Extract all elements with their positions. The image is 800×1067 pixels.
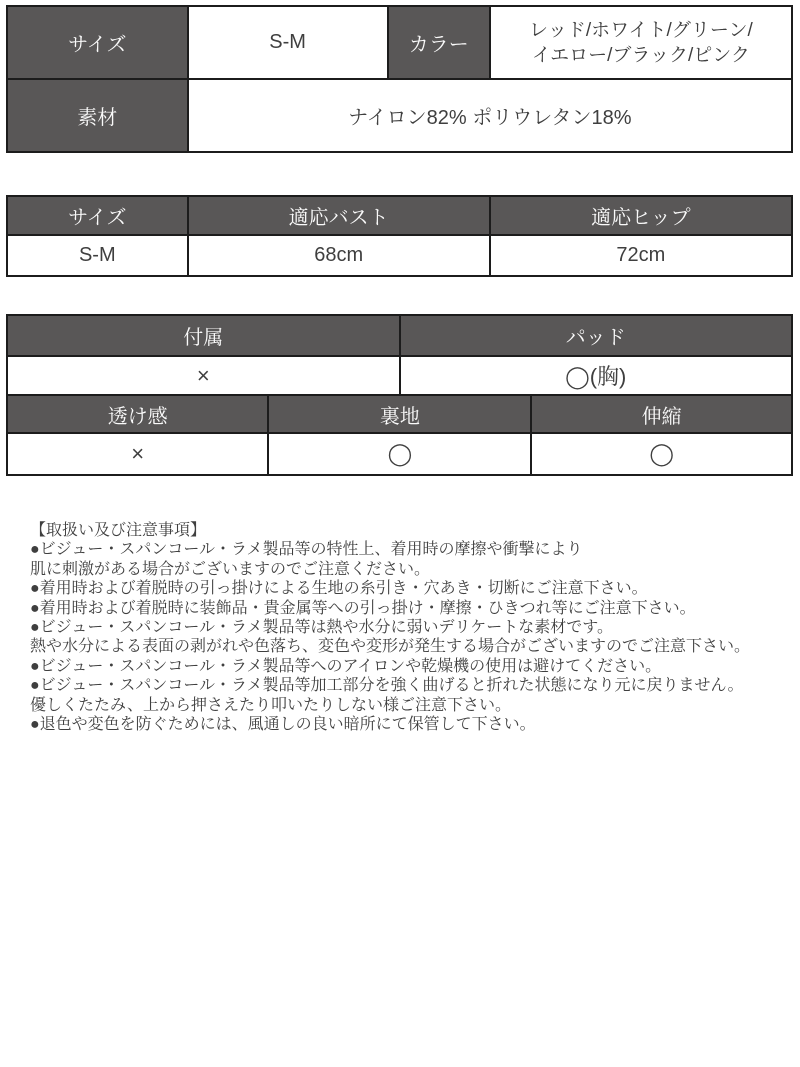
care-note-line: 肌に刺激がある場合がございますのでご注意ください。 <box>30 560 431 578</box>
care-note-line: ●ビジュー・スパンコール・ラメ製品等加工部分を強く曲げると折れた状態になり元に戻りません。 <box>30 677 744 695</box>
color-value-line1: レッド/ホワイト/グリーン/ <box>529 19 753 41</box>
care-notes-title: 【取扱い及び注意事項】 <box>30 522 207 539</box>
care-note-line: 優しくたたみ、上から押さえたり叩いたりしない様ご注意下さい。 <box>30 696 511 714</box>
measurement-bust-value: 68cm <box>188 235 490 276</box>
measurement-size-value: S-M <box>7 235 188 276</box>
feature-3col-value-row <box>7 433 792 475</box>
feature-accessory-value: × <box>7 356 400 395</box>
spec-table-row-material <box>7 79 792 152</box>
feature-header-pad: パッド <box>400 315 793 356</box>
color-value-cell <box>490 6 792 79</box>
color-value-line2: イエロー/ブラック/ピンク <box>531 44 750 66</box>
size-value-cell: S-M <box>188 6 388 79</box>
care-note-line: ●着用時および着脱時の引っ掛けによる生地の糸引き・穴あき・切断にご注意下さい。 <box>30 580 648 598</box>
feature-header-accessory: 付属 <box>7 315 400 356</box>
feature-sheerness-value: × <box>7 433 268 475</box>
content-wrapper <box>6 5 793 734</box>
color-label-cell: カラー <box>388 6 490 79</box>
feature-header-stretch: 伸縮 <box>531 395 792 433</box>
feature-3col-header-row <box>7 395 792 433</box>
feature-table-2col <box>6 314 793 396</box>
spec-table-row-size-color <box>7 6 792 79</box>
measurement-header-row <box>7 196 792 235</box>
measurement-header-size: サイズ <box>7 196 188 235</box>
care-notes <box>6 521 793 734</box>
measurement-value-row <box>7 235 792 276</box>
spec-table <box>6 5 793 153</box>
measurement-table <box>6 195 793 277</box>
measurement-header-hip: 適応ヒップ <box>490 196 792 235</box>
feature-header-lining: 裏地 <box>268 395 531 433</box>
care-note-line: ●着用時および着脱時に装飾品・貴金属等への引っ掛け・摩擦・ひきつれ等にご注意下さい。 <box>30 599 696 617</box>
care-note-line: ●ビジュー・スパンコール・ラメ製品等の特性上、着用時の摩擦や衝撃により <box>30 541 583 559</box>
material-value-cell: ナイロン82% ポリウレタン18% <box>188 79 792 152</box>
feature-pad-value: ◯(胸) <box>400 356 793 395</box>
feature-header-sheerness: 透け感 <box>7 395 268 433</box>
measurement-header-bust: 適応バスト <box>188 196 490 235</box>
size-label-cell: サイズ <box>7 6 188 79</box>
feature-2col-value-row <box>7 356 792 395</box>
care-note-line: ●ビジュー・スパンコール・ラメ製品等へのアイロンや乾燥機の使用は避けてください。 <box>30 657 662 675</box>
measurement-hip-value: 72cm <box>490 235 792 276</box>
feature-stretch-value: ◯ <box>531 433 792 475</box>
care-note-line: ●退色や変色を防ぐためには、風通しの良い暗所にて保管して下さい。 <box>30 716 536 734</box>
feature-lining-value: ◯ <box>268 433 531 475</box>
care-note-line: ●ビジュー・スパンコール・ラメ製品等は熱や水分に弱いデリケートな素材です。 <box>30 619 613 637</box>
material-label-cell: 素材 <box>7 79 188 152</box>
feature-table-3col <box>6 394 793 476</box>
feature-2col-header-row <box>7 315 792 356</box>
care-note-line: 熱や水分による表面の剥がれや色落ち、変色や変形が発生する場合がございますのでご注意下さい。 <box>30 638 751 656</box>
